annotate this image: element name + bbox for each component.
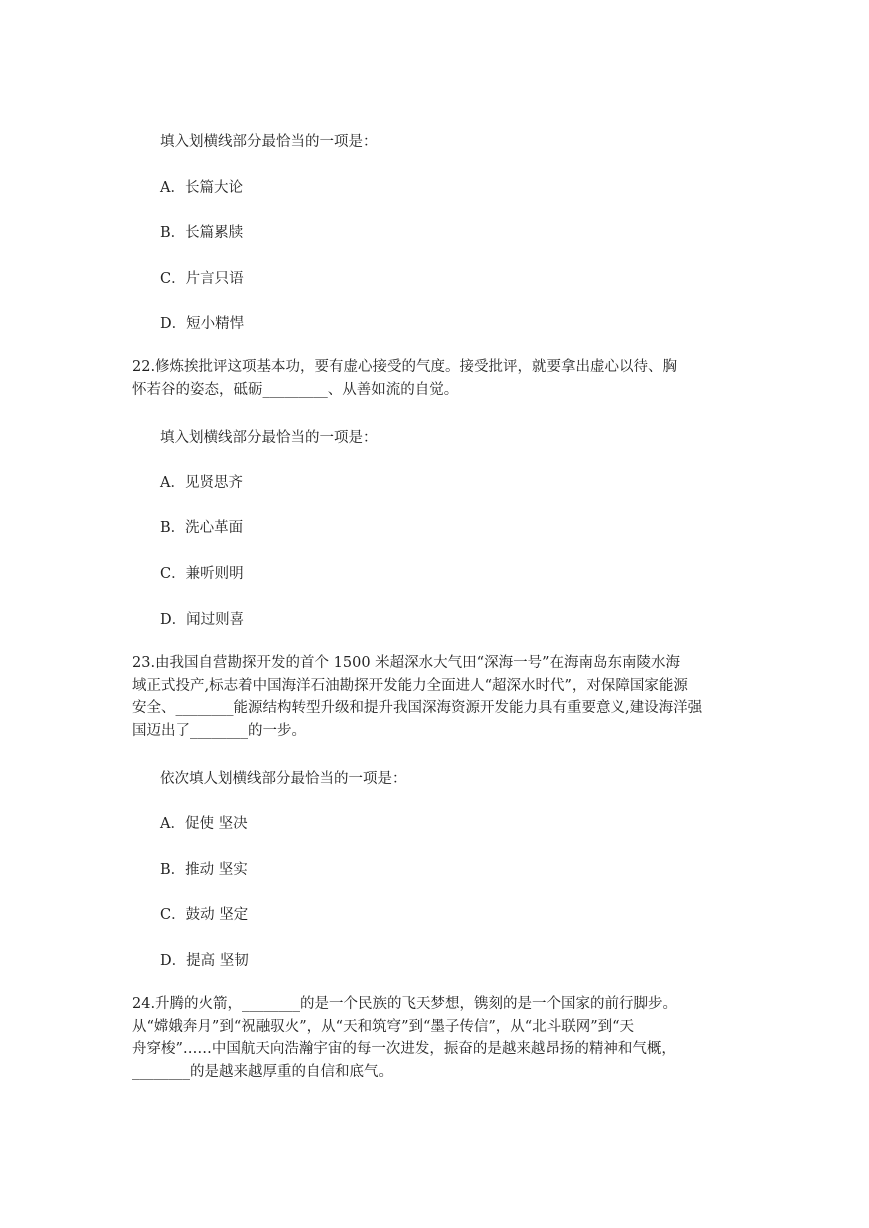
q23-prompt: 依次填人划横线部分最恰当的一项是： bbox=[160, 771, 407, 787]
q21-prompt: 填入划横线部分最恰当的一项是： bbox=[160, 134, 378, 150]
q21-option-c[interactable]: C．片言只语 bbox=[160, 271, 244, 287]
q24-stem-line: 舟穿梭”……中国航天向浩瀚宇宙的每一次进发，振奋的是越来越昂扬的精神和气概， bbox=[132, 1041, 676, 1057]
q22-stem-line: 怀若谷的姿态，砥砺_________、从善如流的自觉。 bbox=[132, 381, 459, 398]
q21-option-b[interactable]: B．长篇累牍 bbox=[160, 225, 244, 241]
q21-option-a[interactable]: A．长篇大论 bbox=[160, 180, 243, 196]
q23-stem-line: 域正式投产,标志着中国海洋石油勘探开发能力全面进人“超深水时代”，对保障国家能源 bbox=[132, 677, 688, 694]
q23-stem bbox=[132, 652, 740, 742]
q21-option-d[interactable]: D．短小精悍 bbox=[160, 316, 245, 332]
q22-option-c[interactable]: C．兼听则明 bbox=[160, 566, 244, 582]
q22-option-b[interactable]: B．洗心革面 bbox=[160, 520, 244, 536]
q22-option-a[interactable]: A．见贤思齐 bbox=[160, 475, 243, 491]
q22-option-d[interactable]: D．闻过则喜 bbox=[160, 612, 245, 628]
q23-option-a[interactable]: A．促使 坚决 bbox=[160, 816, 248, 832]
q24-stem bbox=[132, 993, 740, 1083]
q23-option-b[interactable]: B．推动 坚实 bbox=[160, 862, 248, 878]
q23-stem-line: 安全、________能源结构转型升级和提升我国深海资源开发能力具有重要意义,建设海洋强 bbox=[132, 700, 703, 716]
q22-stem-line: 22.修炼挨批评这项基本功，要有虚心接受的气度。接受批评，就要拿出虚心以待、胸 bbox=[132, 359, 678, 375]
q24-stem-line: 24.升腾的火箭，________的是一个民族的飞天梦想，镌刻的是一个国家的前行脚步。 bbox=[132, 996, 678, 1012]
q24-stem-line: 从“嫦娥奔月”到“祝融驭火”，从“天和筑穹”到“墨子传信”，从“北斗联网”到“天 bbox=[132, 1018, 635, 1035]
q22-prompt: 填入划横线部分最恰当的一项是： bbox=[160, 430, 378, 446]
q23-option-c[interactable]: C．鼓动 坚定 bbox=[160, 907, 249, 923]
q23-stem-line: 23.由我国自营勘探开发的首个 1500 米超深水大气田“深海一号”在海南岛东南陵水海 bbox=[132, 655, 681, 671]
q24-stem-line: ________的是越来越厚重的自信和底气。 bbox=[132, 1063, 393, 1080]
q23-option-d[interactable]: D．提高 坚韧 bbox=[160, 953, 249, 969]
q22-stem bbox=[132, 356, 740, 401]
q23-stem-line: 国迈出了________的一步。 bbox=[132, 722, 306, 739]
